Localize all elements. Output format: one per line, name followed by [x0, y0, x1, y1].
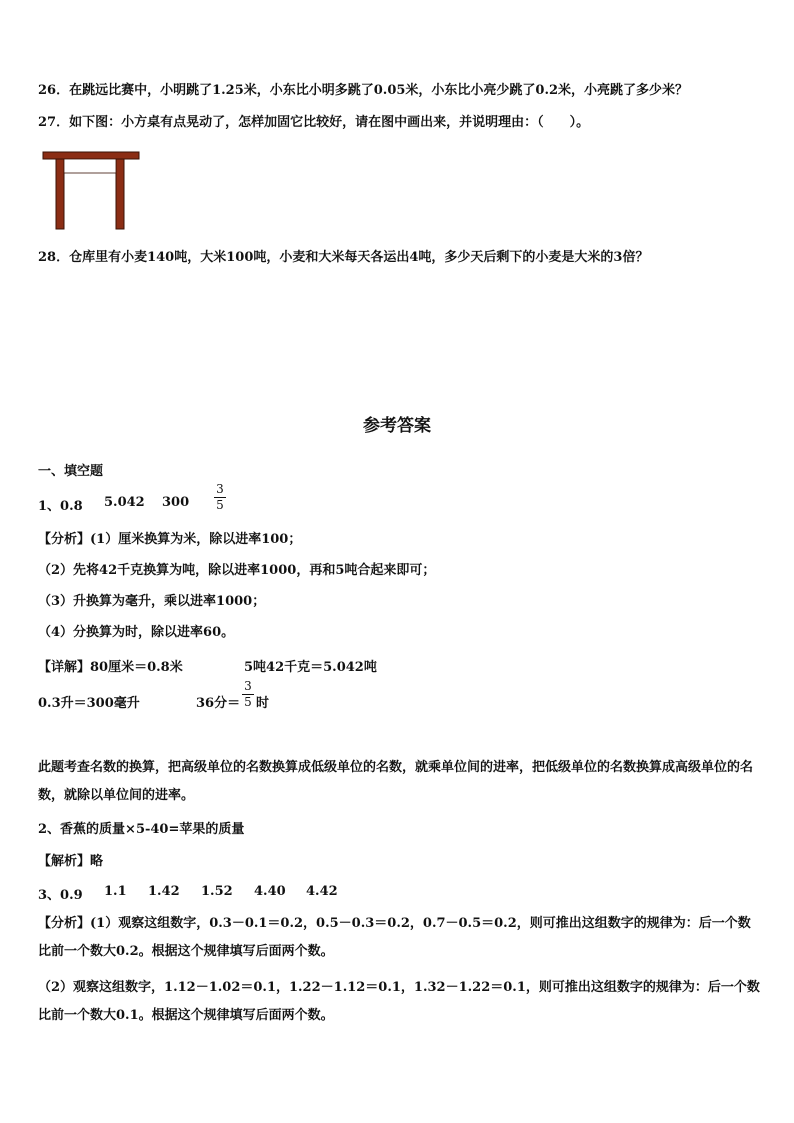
answer-3-analysis-1: 【分析】(1）观察这组数字，0.3－0.1＝0.2，0.5－0.3＝0.2，0.7－0.5＝0.2，则可推出这组数字的规律为：后一个数比前一个数大0.2。根据这个规律填写后面两个数。: [38, 916, 751, 959]
answer-3-value: 4.40: [254, 884, 286, 899]
answer-1-value-3: 300: [162, 495, 190, 510]
answer-1-step-2: （2）先将42千克换算为吨，除以进率1000，再和5吨合起来即可；: [38, 563, 436, 578]
answer-3-value: 1.1: [104, 884, 127, 899]
answer-3-value: 4.42: [306, 884, 338, 899]
table-leg-right: [116, 159, 124, 229]
fraction-numerator: 3: [216, 482, 224, 496]
answer-1-analysis: 【分析】(1）厘米换算为米，除以进率100；: [38, 532, 302, 547]
table-apron: [64, 159, 116, 173]
answer-1-minute-fraction: [242, 680, 254, 709]
answer-3-value: 1.52: [201, 884, 233, 899]
answer-2-explanation: 【解析】略: [38, 854, 104, 869]
answer-1-value-2: 5.042: [104, 495, 145, 510]
answer-3-analysis-2: （2）观察这组数字，1.12－1.02＝0.1，1.22－1.12＝0.1，1.32－1.22＝0.1，则可推出这组数字的规律为：后一个数比前一个数大0.1。根据这个规律填写后面两个数。: [38, 980, 760, 1023]
answer-1-liter: 0.3升＝300毫升: [38, 696, 140, 711]
question-28: 28．仓库里有小麦140吨，大米100吨，小麦和大米每天各运出4吨，多少天后剩下的小麦是大米的3倍？: [38, 250, 649, 265]
answer-1-detail-2: 5吨42千克＝5.042吨: [244, 660, 377, 675]
answer-1-minute-unit: 时: [256, 696, 270, 711]
answer-1-step-3: （3）升换算为毫升，乘以进率1000；: [38, 594, 266, 609]
answer-1-detail: 【详解】80厘米＝0.8米: [38, 660, 183, 675]
question-27: 27．如下图：小方桌有点晃动了，怎样加固它比较好，请在图中画出来，并说明理由：（ ）。: [38, 115, 590, 130]
answer-3-label: 3、0.9: [38, 888, 83, 903]
table-top: [43, 152, 139, 159]
answer-1-label: 1、0.8: [38, 499, 83, 514]
answer-1-fraction: [214, 483, 226, 512]
answer-2: 2、香蕉的质量×5-40=苹果的质量: [38, 822, 245, 837]
table-illustration: [42, 150, 142, 232]
answer-1-minute-prefix: 36分＝: [196, 696, 241, 711]
answer-1-summary: 此题考查名数的换算，把高级单位的名数换算成低级单位的名数，就乘单位间的进率，把低级单位的名数换算成高级单位的名数，就除以单位间的进率。: [38, 760, 754, 803]
fraction-denominator: 5: [216, 498, 224, 512]
table-leg-left: [56, 159, 64, 229]
answers-title: 参考答案: [363, 416, 431, 436]
answer-1-step-4: （4）分换算为时，除以进率60。: [38, 625, 235, 640]
fraction-numerator: 3: [244, 679, 252, 693]
answer-3-value: 1.42: [148, 884, 180, 899]
question-26: 26．在跳远比赛中，小明跳了1.25米，小东比小明多跳了0.05米，小东比小亮少跳了0.2米，小亮跳了多少米？: [38, 83, 689, 98]
section-fill-blank: 一、填空题: [38, 464, 104, 479]
fraction-denominator: 5: [244, 695, 252, 709]
